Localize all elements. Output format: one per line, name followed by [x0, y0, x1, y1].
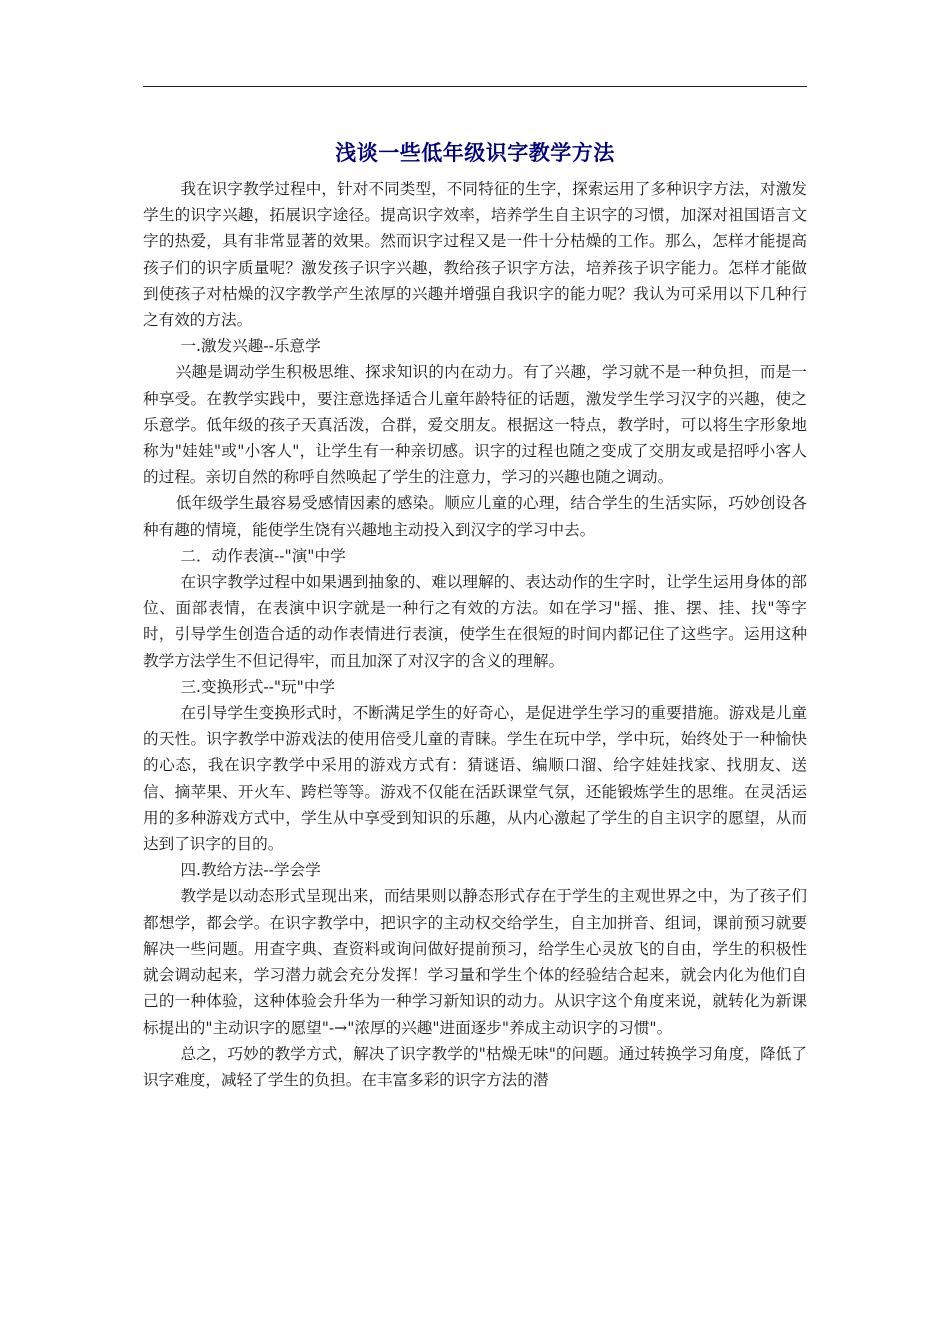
conclusion-paragraph: 总之，巧妙的教学方式，解决了识字教学的"枯燥无味"的问题。通过转换学习角度，降低了识字难度，减轻了学生的负担。在丰富多彩的识字方法的潜	[143, 1044, 807, 1089]
section-1-paragraph-2: 低年级学生最容易受感情因素的感染。顺应儿童的心理，结合学生的生活实际，巧妙创设各种有趣的情境，能使学生饶有兴趣地主动投入到汉字的学习中去。	[143, 494, 807, 539]
section-heading-4: 四.教给方法--学会学	[180, 861, 321, 880]
section-heading-3: 三.变换形式--"玩"中学	[180, 677, 336, 696]
document-title: 浅谈一些低年级识字教学方法	[335, 140, 615, 165]
document-body	[143, 176, 807, 1093]
section-3-paragraph-1: 在引导学生变换形式时，不断满足学生的好奇心，是促进学生学习的重要措施。游戏是儿童的天性。识字教学中游戏法的使用倍受儿童的青睐。学生在玩中学，学中玩，始终处于一种愉快的心态，我在识字教学中采用的游戏方式有：猜谜语、编顺口溜、给字娃娃找家、找朋友、送信、摘苹果、开火车、跨栏等等。游戏不仅能在活跃课堂气氛，还能锻炼学生的思维。在灵活运用的多种游戏方式中，学生从中享受到知识的乐趣，从内心激起了学生的自主识字的愿望，从而达到了识字的目的。	[143, 704, 807, 854]
section-4-paragraph-1: 教学是以动态形式呈现出来，而结果则以静态形式存在于学生的主观世界之中，为了孩子们都想学，都会学。在识字教学中，把识字的主动权交给学生，自主加拼音、组词，课前预习就要解决一些问题。用查字典、查资料或询问做好提前预习，给学生心灵放飞的自由，学生的积极性就会调动起来，学习潜力就会充分发挥！学习量和学生个体的经验结合起来，就会内化为他们自己的一种体验，这种体验会升华为一种学习新知识的动力。从识字这个角度来说，就转化为新课标提出的"主动识字的愿望"-→"浓厚的兴趣"进面逐步"养成主动识字的习惯"。	[143, 887, 807, 1037]
section-heading-2: 二．动作表演--"演"中学	[180, 546, 346, 565]
intro-paragraph: 我在识字教学过程中，针对不同类型，不同特征的生字，探索运用了多种识字方法，对激发学生的识字兴趣，拓展识字途径。提高识字效率，培养学生自主识字的习惯，加深对祖国语言文字的热爱，具有非常显著的效果。然而识字过程又是一件十分枯燥的工作。那么，怎样才能提高孩子们的识字质量呢？激发孩子识字兴趣，教给孩子识字方法，培养孩子识字能力。怎样才能做到使孩子对枯燥的汉字教学产生浓厚的兴趣并增强自我识字的能力呢？我认为可采用以下几种行之有效的方法。	[143, 180, 807, 330]
header-rule	[143, 86, 807, 87]
section-1-paragraph-1: 兴趣是调动学生积极思维、探求知识的内在动力。有了兴趣，学习就不是一种负担，而是一种享受。在教学实践中，要注意选择适合儿童年龄特征的话题，激发学生学习汉字的兴趣，使之乐意学。低年级的孩子天真活泼，合群，爱交朋友。根据这一特点，教学时，可以将生字形象地称为"娃娃"或"小客人"，让学生有一种亲切感。识字的过程也随之变成了交朋友或是招呼小客人的过程。亲切自然的称呼自然唤起了学生的注意力，学习的兴趣也随之调动。	[143, 363, 807, 487]
section-2-paragraph-1: 在识字教学过程中如果遇到抽象的、难以理解的、表达动作的生字时，让学生运用身体的部位、面部表情，在表演中识字就是一种行之有效的方法。如在学习"摇、推、摆、挂、找"等字时，引导学生创造合适的动作表情进行表演，使学生在很短的时间内都记住了这些字。运用这种教学方法学生不但记得牢，而且加深了对汉字的含义的理解。	[143, 573, 807, 670]
section-heading-1: 一.激发兴趣--乐意学	[180, 337, 321, 356]
